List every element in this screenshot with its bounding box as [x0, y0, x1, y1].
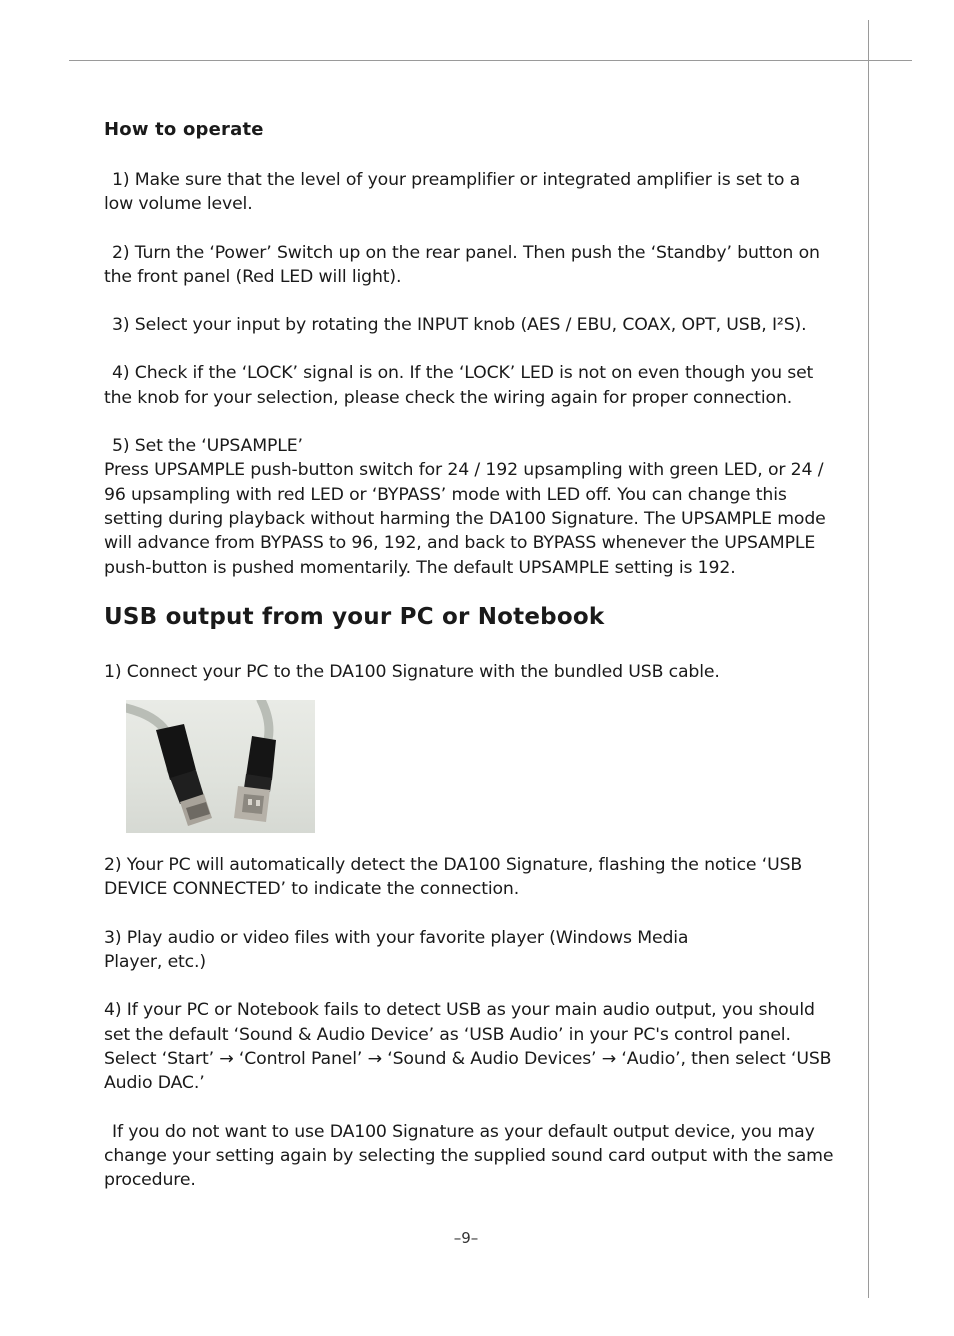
usb-step-3-line-2: Player, etc.) [104, 952, 206, 973]
operate-step-5-body: Press UPSAMPLE push-button switch for 24 / 192 upsampling with green LED, or 24 / 96 upsampling with red LED or ‘BYPASS’ mode with LED off. You can change this setting during playback without harming the DA100 Signature. The UPSAMPLE mode will advance from BYPASS to 96, 192, and back to BYPASS whenever the UPSAMPLE push-button is pushed momentarily. The default UPSAMPLE setting is 192. [104, 460, 826, 578]
usb-output-heading: USB output from your PC or Notebook [104, 603, 605, 630]
operate-step-3: 3) Select your input by rotating the INPUT knob (AES / EBU, COAX, OPT, USB, I²S). [112, 315, 807, 336]
usb-step-4: 4) If your PC or Notebook fails to detect USB as your main audio output, you should set the default ‘Sound & Audio Device’ as ‘USB Audio’ in your PC's control panel. Select ‘Start’ → ‘Control Panel’ → ‘Sound & Audio Devices’ → ‘Audio’, then select ‘USB Audio DAC.’ [104, 1000, 832, 1094]
usb-step-1: 1) Connect your PC to the DA100 Signature with the bundled USB cable. [104, 661, 720, 682]
margin-rule [868, 20, 869, 1298]
page-content [104, 119, 834, 1216]
header-rule [69, 60, 912, 61]
how-to-operate-heading: How to operate [104, 119, 264, 140]
usb-step-2: 2) Your PC will automatically detect the DA100 Signature, flashing the notice ‘USB DEVICE CONNECTED’ to indicate the connection. [104, 855, 803, 900]
usb-step-3 [104, 926, 834, 975]
operate-step-1: 1) Make sure that the level of your preamplifier or integrated amplifier is set to a low volume level. [104, 170, 801, 215]
usb-step-3-line-1: 3) Play audio or video files with your favorite player (Windows Media [104, 927, 689, 948]
operate-step-4: 4) Check if the ‘LOCK’ signal is on. If the ‘LOCK’ LED is not on even though you set the knob for your selection, please check the wiring again for proper connection. [104, 363, 814, 408]
usb-cable-illustration [126, 700, 315, 833]
page-number: –9– [453, 1229, 479, 1247]
usb-note: If you do not want to use DA100 Signature as your default output device, you may change your setting again by selecting the supplied sound card output with the same procedure. [104, 1121, 834, 1191]
operate-step-2: 2) Turn the ‘Power’ Switch up on the rear panel. Then push the ‘Standby’ button on the front panel (Red LED will light). [104, 242, 820, 287]
operate-step-5-title: 5) Set the ‘UPSAMPLE’ [112, 436, 303, 457]
usb-cable-photo [126, 700, 315, 833]
